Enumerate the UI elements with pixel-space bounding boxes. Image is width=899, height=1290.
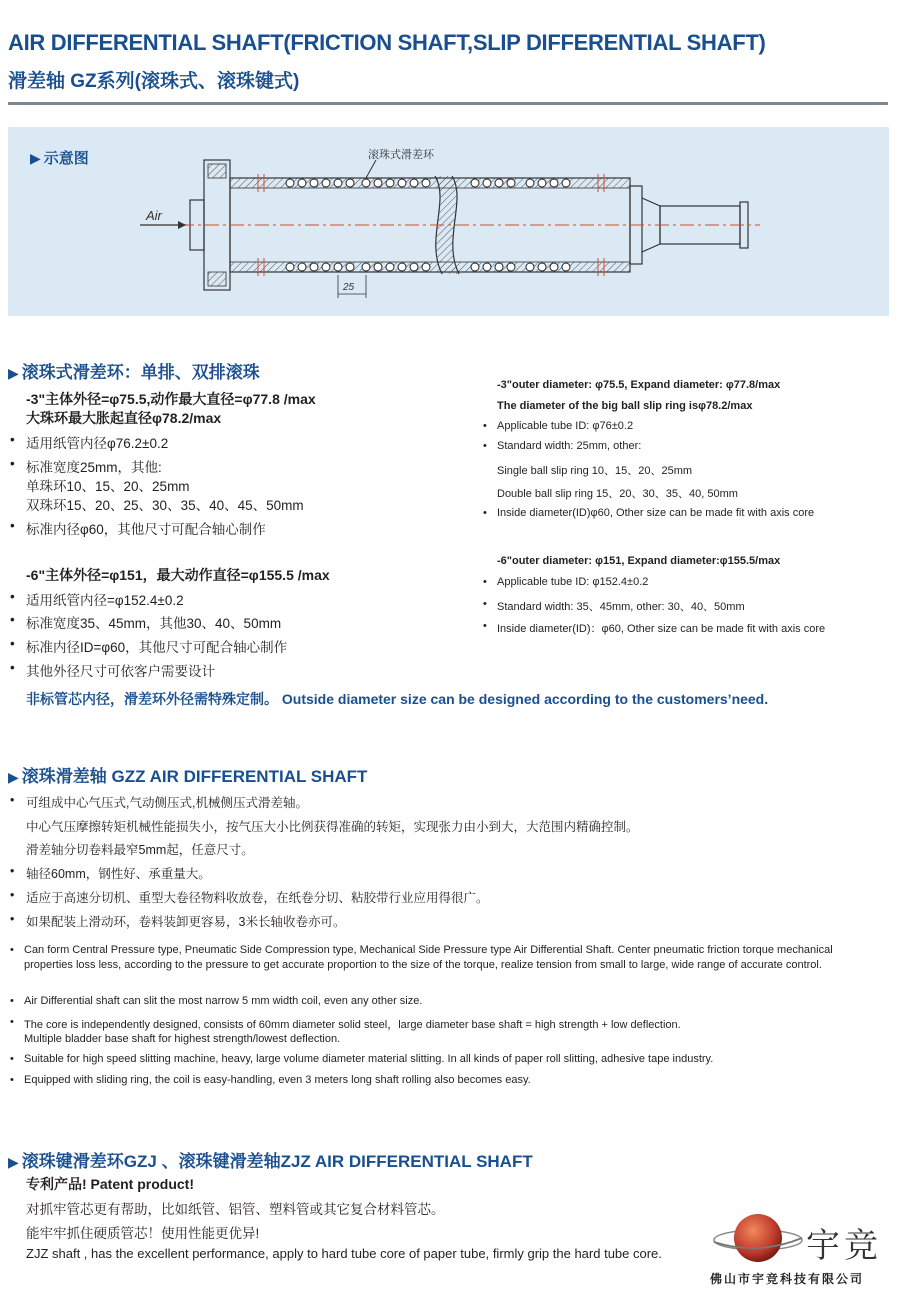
spec6-cn-bullet: • 其他外径尺寸可依客户需要设计 [26, 660, 215, 680]
spec3-en-title2: The diameter of the big ball slip ring isφ78.2/max [497, 400, 753, 412]
gzz-en-bullet: • Equipped with sliding ring, the coil is easy-handling, even 3 meters long shaft rolling also becomes easy. [24, 1074, 531, 1086]
spec3-en-sub: Single ball slip ring 10、15、20、25mm [497, 465, 693, 477]
custom-size-note: 非标管芯内径，滑差环外径需特殊定制。 Outside diameter size can be designed according to the customers’need. [26, 691, 769, 707]
spec3-cn-bullet: • 标准宽度25mm，其他: [26, 456, 162, 476]
spec3-cn-title1: -3"主体外径=φ75.5,动作最大直径=φ77.8 /max [26, 391, 316, 407]
spec6-cn-bullet: • 标准宽度35、45mm，其他30、40、50mm [26, 612, 281, 632]
air-label: Air [146, 208, 162, 223]
zjz-cn-line: 对抓牢管芯更有帮助，比如纸管、铝管、塑料管或其它复合材料管芯。 [26, 1202, 445, 1217]
title-divider [8, 102, 888, 105]
spec3-cn-bullet: • 标准内径φ60，其他尺寸可配合轴心制作 [26, 518, 266, 538]
callout-label: 滚珠式滑差环 [368, 148, 434, 161]
gzz-cn-bullet: • 适应于高速分切机、重型大卷径物料收放卷，在纸卷分切、粘胶带行业应用得很广。 [26, 888, 489, 906]
patent-label: 专利产品! Patent product! [26, 1176, 194, 1192]
triangle-icon: ▶ [8, 769, 19, 785]
spec3-en-bullet: • Applicable tube ID: φ76±0.2 [497, 420, 633, 432]
shaft-diagram [130, 140, 770, 310]
spec6-cn-title: -6"主体外径=φ151，最大动作直径=φ155.5 /max [26, 567, 330, 583]
spec6-en-title: -6"outer diameter: φ151, Expand diameter:φ155.5/max [497, 555, 781, 567]
spec3-cn-title2: 大珠环最大胀起直径φ78.2/max [26, 410, 222, 426]
planet-logo-icon [712, 1208, 804, 1268]
section3-heading: ▶ 滚珠键滑差环GZJ 、滚珠键滑差轴ZJZ AIR DIFFERENTIAL SHAFT [8, 1152, 533, 1171]
gzz-en-bullet: • Can form Central Pressure type, Pneumatic Side Compression type, Mechanical Side Pressure type Air Differential Shaft. Center pneumatic friction torque mechanical properties loss less, according to the pressure to get accurate proportion to the size of the torque, realize tension from small to large, wide range of accurate control. [24, 943, 854, 973]
ball-rings-top [286, 179, 570, 187]
zjz-cn-line: 能牢牢抓住硬质管芯！使用性能更优异! [26, 1226, 260, 1241]
spec6-en-bullet: • Standard width: 35、45mm, other: 30、40、50mm [497, 598, 745, 614]
gzz-cn-sub: 中心气压摩擦转矩机械性能损失小，按气压大小比例获得准确的转矩，实现张力由小到大，大范围内精确控制。 [26, 820, 639, 834]
spec3-cn-sub: 单珠环10、15、20、25mm [26, 479, 190, 494]
gzz-en-bullet: • Air Differential shaft can slit the most narrow 5 mm width coil, even any other size. [24, 995, 422, 1007]
gzz-cn-bullet: • 轴径60mm，钢性好、承重量大。 [26, 864, 211, 882]
brand-logo-text: 宇竞 [806, 1226, 882, 1266]
triangle-icon: ▶ [8, 1154, 19, 1170]
gzz-cn-sub: 滑差轴分切卷料最窄5mm起，任意尺寸。 [26, 843, 254, 857]
spec3-cn-bullet: • 适用纸管内径φ76.2±0.2 [26, 432, 168, 452]
section1-heading: ▶ 滚珠式滑差环：单排、双排滚珠 [8, 363, 260, 382]
spec3-en-title1: -3"outer diameter: φ75.5, Expand diameter: φ77.8/max [497, 379, 781, 391]
spec3-en-bullet: • Inside diameter(ID)φ60, Other size can be made fit with axis core [497, 507, 814, 519]
spec6-cn-bullet: • 标准内径ID=φ60，其他尺寸可配合轴心制作 [26, 636, 287, 656]
page-title-en: AIR DIFFERENTIAL SHAFT(FRICTION SHAFT,SLIP DIFFERENTIAL SHAFT) [8, 30, 766, 55]
zjz-en-line: ZJZ shaft , has the excellent performance, apply to hard tube core of paper tube, firmly grip the hard tube core. [26, 1246, 662, 1261]
gzz-en-sub: Multiple bladder base shaft for highest strength/lowest deflection. [24, 1033, 341, 1045]
page-title-cn: 滑差轴 GZ系列(滚珠式、滚珠键式) [8, 71, 300, 92]
triangle-icon: ▶ [30, 150, 41, 166]
spec6-cn-bullet: • 适用纸管内径=φ152.4±0.2 [26, 589, 184, 609]
spec3-en-bullet: • Standard width: 25mm, other: [497, 440, 641, 452]
spec3-en-sub: Double ball slip ring 15、20、30、35、40, 50mm [497, 488, 738, 500]
gzz-cn-bullet: • 可组成中心气压式,气动侧压式,机械侧压式滑差轴。 [26, 793, 308, 811]
company-name: 佛山市宇竞科技有限公司 [710, 1272, 865, 1286]
triangle-icon: ▶ [8, 365, 19, 381]
section2-heading: ▶ 滚珠滑差轴 GZZ AIR DIFFERENTIAL SHAFT [8, 767, 368, 786]
gzz-en-bullet: • The core is independently designed, consists of 60mm diameter solid steel，large diameter base shaft = high strength + low deflection. [24, 1016, 681, 1032]
gzz-cn-bullet: • 如果配装上滑动环，卷料装卸更容易，3米长轴收卷亦可。 [26, 912, 345, 930]
gzz-en-bullet: • Suitable for high speed slitting machine, heavy, large volume diameter material slitting. In all kinds of paper roll slitting, adhesive tape industry. [24, 1053, 713, 1065]
spec6-en-bullet: • Applicable tube ID: φ152.4±0.2 [497, 576, 648, 588]
spec6-en-bullet: • Inside diameter(ID)：φ60, Other size can be made fit with axis core [497, 620, 825, 636]
diagram-label: ▶ 示意图 [30, 150, 89, 167]
spec3-cn-sub: 双珠环15、20、25、30、35、40、45、50mm [26, 498, 304, 513]
ball-rings-bottom [286, 263, 570, 271]
dimension-label: 25 [343, 282, 355, 293]
